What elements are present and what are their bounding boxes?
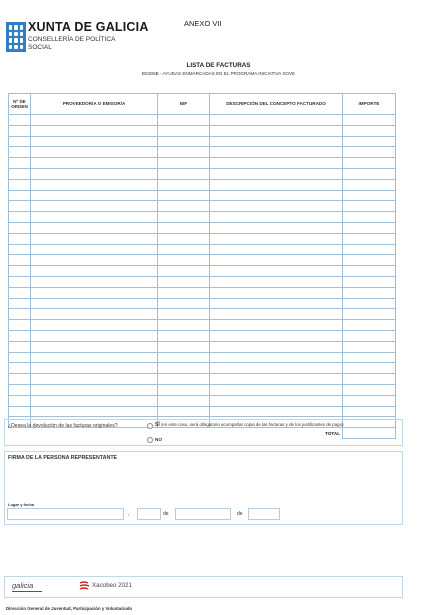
- place-date-label: Lugar y fecha: [8, 502, 35, 507]
- cell-nif[interactable]: [158, 244, 210, 255]
- cell-number[interactable]: [9, 341, 31, 352]
- invoice-table-body: [9, 115, 396, 428]
- cell-description[interactable]: [210, 244, 343, 255]
- department-line-1: CONSELLERÍA DE POLÍTICA: [28, 36, 116, 43]
- column-header-number: [9, 94, 31, 115]
- cell-amount[interactable]: [343, 406, 396, 417]
- cell-amount[interactable]: [343, 287, 396, 298]
- table-row: [9, 352, 396, 363]
- cell-description[interactable]: [210, 363, 343, 374]
- table-row: [9, 384, 396, 395]
- cell-amount[interactable]: [343, 179, 396, 190]
- invoice-table: [8, 93, 396, 439]
- cell-provider[interactable]: [31, 352, 158, 363]
- cell-provider[interactable]: [31, 395, 158, 406]
- total-label: TOTAL: [210, 428, 343, 439]
- table-row: [9, 190, 396, 201]
- cell-amount[interactable]: [343, 115, 396, 126]
- cell-description[interactable]: [210, 309, 343, 320]
- cell-nif[interactable]: [158, 125, 210, 136]
- table-row: [9, 233, 396, 244]
- cell-number[interactable]: [9, 309, 31, 320]
- cell-provider[interactable]: [31, 115, 158, 126]
- table-row: [9, 201, 396, 212]
- table-row: [9, 212, 396, 223]
- cell-nif[interactable]: [158, 255, 210, 266]
- table-row: [9, 309, 396, 320]
- cell-nif[interactable]: [158, 309, 210, 320]
- cell-description[interactable]: [210, 320, 343, 331]
- cell-provider[interactable]: [31, 136, 158, 147]
- cell-nif[interactable]: [158, 276, 210, 287]
- cell-provider[interactable]: [31, 384, 158, 395]
- cell-number[interactable]: [9, 190, 31, 201]
- refund-yes-radio[interactable]: [147, 423, 153, 429]
- cell-nif[interactable]: [158, 320, 210, 331]
- cell-nif[interactable]: [158, 168, 210, 179]
- cell-number[interactable]: [9, 158, 31, 169]
- cell-provider[interactable]: [31, 341, 158, 352]
- cell-provider[interactable]: [31, 330, 158, 341]
- cell-amount[interactable]: [343, 190, 396, 201]
- refund-yes-text: SÍ: [155, 422, 160, 428]
- cell-amount[interactable]: [343, 298, 396, 309]
- table-row: [9, 298, 396, 309]
- cell-description[interactable]: [210, 115, 343, 126]
- cell-number[interactable]: [9, 266, 31, 277]
- de-separator-2: de: [237, 511, 243, 517]
- xacobeo-icon: [79, 581, 90, 591]
- cell-nif[interactable]: [158, 136, 210, 147]
- cell-description[interactable]: [210, 255, 343, 266]
- refund-yes-note: (en este caso, será obligatorio acompañar copia de las facturas y de los justificantes de pago): [160, 422, 344, 427]
- cell-number[interactable]: [9, 222, 31, 233]
- cell-number[interactable]: [9, 115, 31, 126]
- annex-label: ANEXO VII: [184, 19, 222, 28]
- cell-number[interactable]: [9, 287, 31, 298]
- cell-amount[interactable]: [343, 395, 396, 406]
- department-name: [28, 36, 138, 52]
- cell-provider[interactable]: [31, 125, 158, 136]
- cell-number[interactable]: [9, 125, 31, 136]
- cell-description[interactable]: [210, 352, 343, 363]
- cell-amount[interactable]: [343, 158, 396, 169]
- cell-amount[interactable]: [343, 136, 396, 147]
- cell-number[interactable]: [9, 276, 31, 287]
- cell-provider[interactable]: [31, 168, 158, 179]
- cell-amount[interactable]: [343, 244, 396, 255]
- cell-number[interactable]: [9, 406, 31, 417]
- cell-amount[interactable]: [343, 384, 396, 395]
- cell-description[interactable]: [210, 341, 343, 352]
- cell-provider[interactable]: [31, 309, 158, 320]
- cell-nif[interactable]: [158, 190, 210, 201]
- cell-provider[interactable]: [31, 276, 158, 287]
- cell-number[interactable]: [9, 352, 31, 363]
- column-header-description: DESCRIPCIÓN DEL CONCEPTO FACTURADO: [210, 94, 343, 115]
- cell-number[interactable]: [9, 298, 31, 309]
- table-row: [9, 276, 396, 287]
- cell-number[interactable]: [9, 244, 31, 255]
- cell-nif[interactable]: [158, 374, 210, 385]
- cell-amount[interactable]: [343, 309, 396, 320]
- cell-description[interactable]: [210, 276, 343, 287]
- cell-number[interactable]: [9, 179, 31, 190]
- cell-nif[interactable]: [158, 179, 210, 190]
- table-row: [9, 374, 396, 385]
- cell-nif[interactable]: [158, 287, 210, 298]
- column-header-provider: PROVEEDOR/A O EMISOR/A: [31, 94, 158, 115]
- cell-amount[interactable]: [343, 233, 396, 244]
- cell-provider[interactable]: [31, 158, 158, 169]
- cell-number[interactable]: [9, 395, 31, 406]
- cell-nif[interactable]: [158, 212, 210, 223]
- cell-description[interactable]: [210, 168, 343, 179]
- cell-amount[interactable]: [343, 222, 396, 233]
- cell-nif[interactable]: [158, 147, 210, 158]
- cell-description[interactable]: [210, 201, 343, 212]
- signature-title: FIRMA DE LA PERSONA REPRESENTANTE: [8, 455, 118, 461]
- cell-number[interactable]: [9, 330, 31, 341]
- cell-nif[interactable]: [158, 352, 210, 363]
- cell-nif[interactable]: [158, 201, 210, 212]
- cell-amount[interactable]: [343, 266, 396, 277]
- cell-amount[interactable]: [343, 330, 396, 341]
- cell-nif[interactable]: [158, 115, 210, 126]
- table-row: [9, 320, 396, 331]
- cell-description[interactable]: [210, 222, 343, 233]
- cell-description[interactable]: [210, 147, 343, 158]
- cell-description[interactable]: [210, 125, 343, 136]
- table-row: [9, 363, 396, 374]
- year-field[interactable]: [248, 508, 280, 520]
- cell-amount[interactable]: [343, 147, 396, 158]
- cell-description[interactable]: [210, 330, 343, 341]
- table-row: [9, 147, 396, 158]
- cell-number[interactable]: [9, 212, 31, 223]
- cell-description[interactable]: [210, 395, 343, 406]
- cell-provider[interactable]: [31, 374, 158, 385]
- table-row: [9, 222, 396, 233]
- galicia-logo: galicia: [12, 581, 34, 590]
- column-header-number-line-2: ORDEN: [11, 104, 28, 109]
- table-row: [9, 255, 396, 266]
- cell-provider[interactable]: [31, 222, 158, 233]
- cell-amount[interactable]: [343, 341, 396, 352]
- cell-amount[interactable]: [343, 255, 396, 266]
- refund-question: ¿Desea la devolución de las facturas originales?: [8, 423, 118, 429]
- cell-description[interactable]: [210, 266, 343, 277]
- cell-provider[interactable]: [31, 363, 158, 374]
- cell-number[interactable]: [9, 320, 31, 331]
- cell-provider[interactable]: [31, 147, 158, 158]
- cell-description[interactable]: [210, 298, 343, 309]
- cell-nif[interactable]: [158, 298, 210, 309]
- footer-logos: [4, 576, 403, 598]
- refund-yes-label: [155, 422, 344, 428]
- cell-provider[interactable]: [31, 298, 158, 309]
- day-field[interactable]: [137, 508, 161, 520]
- cell-description[interactable]: [210, 233, 343, 244]
- org-name: XUNTA DE GALICIA: [28, 20, 149, 34]
- cell-provider[interactable]: [31, 244, 158, 255]
- document-subtitle: BS306B - AYUDAS ENMARCADAS EN EL PROGRAMA INICIATIVA XOVE: [141, 71, 296, 76]
- cell-number[interactable]: [9, 168, 31, 179]
- cell-amount[interactable]: [343, 363, 396, 374]
- cell-number[interactable]: [9, 147, 31, 158]
- cell-amount[interactable]: [343, 320, 396, 331]
- table-row: [9, 244, 396, 255]
- cell-amount[interactable]: [343, 374, 396, 385]
- department-line-2: SOCIAL: [28, 44, 52, 51]
- cell-nif[interactable]: [158, 330, 210, 341]
- cell-nif[interactable]: [158, 158, 210, 169]
- refund-no-label: NO: [155, 437, 162, 442]
- cell-number[interactable]: [9, 136, 31, 147]
- cell-number[interactable]: [9, 374, 31, 385]
- department-footer: Dirección General de Juventud, Participación y Voluntariado: [6, 606, 133, 611]
- cell-nif[interactable]: [158, 384, 210, 395]
- cell-provider[interactable]: [31, 201, 158, 212]
- cell-amount[interactable]: [343, 276, 396, 287]
- cell-number[interactable]: [9, 233, 31, 244]
- column-header-amount: IMPORTE: [343, 94, 396, 115]
- cell-nif[interactable]: [158, 406, 210, 417]
- cell-number[interactable]: [9, 363, 31, 374]
- cell-number[interactable]: [9, 201, 31, 212]
- cell-nif[interactable]: [158, 363, 210, 374]
- month-field[interactable]: [175, 508, 231, 520]
- cell-nif[interactable]: [158, 266, 210, 277]
- table-row: [9, 125, 396, 136]
- table-row: [9, 168, 396, 179]
- cell-description[interactable]: [210, 287, 343, 298]
- table-row: [9, 395, 396, 406]
- cell-description[interactable]: [210, 190, 343, 201]
- table-row: [9, 115, 396, 126]
- document-title: LISTA DE FACTURAS: [186, 62, 251, 69]
- cell-provider[interactable]: [31, 287, 158, 298]
- table-row: [9, 330, 396, 341]
- cell-description[interactable]: [210, 406, 343, 417]
- cell-provider[interactable]: [31, 212, 158, 223]
- cell-amount[interactable]: [343, 125, 396, 136]
- cell-provider[interactable]: [31, 190, 158, 201]
- cell-description[interactable]: [210, 179, 343, 190]
- table-row: [9, 406, 396, 417]
- table-row: [9, 341, 396, 352]
- cell-nif[interactable]: [158, 222, 210, 233]
- table-row: [9, 136, 396, 147]
- place-field[interactable]: [7, 508, 124, 520]
- cell-provider[interactable]: [31, 266, 158, 277]
- cell-nif[interactable]: [158, 233, 210, 244]
- table-header-row: [9, 94, 396, 115]
- table-row: [9, 158, 396, 169]
- column-header-number-line-1: Nº DE: [13, 98, 26, 104]
- cell-number[interactable]: [9, 384, 31, 395]
- cell-description[interactable]: [210, 158, 343, 169]
- cell-provider[interactable]: [31, 255, 158, 266]
- de-separator-1: de: [163, 511, 169, 517]
- cell-description[interactable]: [210, 384, 343, 395]
- table-row: [9, 266, 396, 277]
- cell-amount[interactable]: [343, 201, 396, 212]
- cell-amount[interactable]: [343, 352, 396, 363]
- cell-nif[interactable]: [158, 395, 210, 406]
- cell-description[interactable]: [210, 212, 343, 223]
- cell-amount[interactable]: [343, 212, 396, 223]
- cell-number[interactable]: [9, 255, 31, 266]
- cell-provider[interactable]: [31, 179, 158, 190]
- column-header-nif: NIF: [158, 94, 210, 115]
- cell-provider[interactable]: [31, 320, 158, 331]
- xacobeo-logo: Xacobeo 2021: [92, 582, 132, 589]
- table-row: [9, 179, 396, 190]
- xunta-logo-icon: [6, 22, 26, 52]
- comma-separator: ,: [128, 511, 130, 517]
- cell-amount[interactable]: [343, 168, 396, 179]
- cell-provider[interactable]: [31, 233, 158, 244]
- table-row: [9, 287, 396, 298]
- cell-description[interactable]: [210, 374, 343, 385]
- cell-nif[interactable]: [158, 341, 210, 352]
- cell-provider[interactable]: [31, 406, 158, 417]
- refund-no-radio[interactable]: [147, 437, 153, 443]
- cell-description[interactable]: [210, 136, 343, 147]
